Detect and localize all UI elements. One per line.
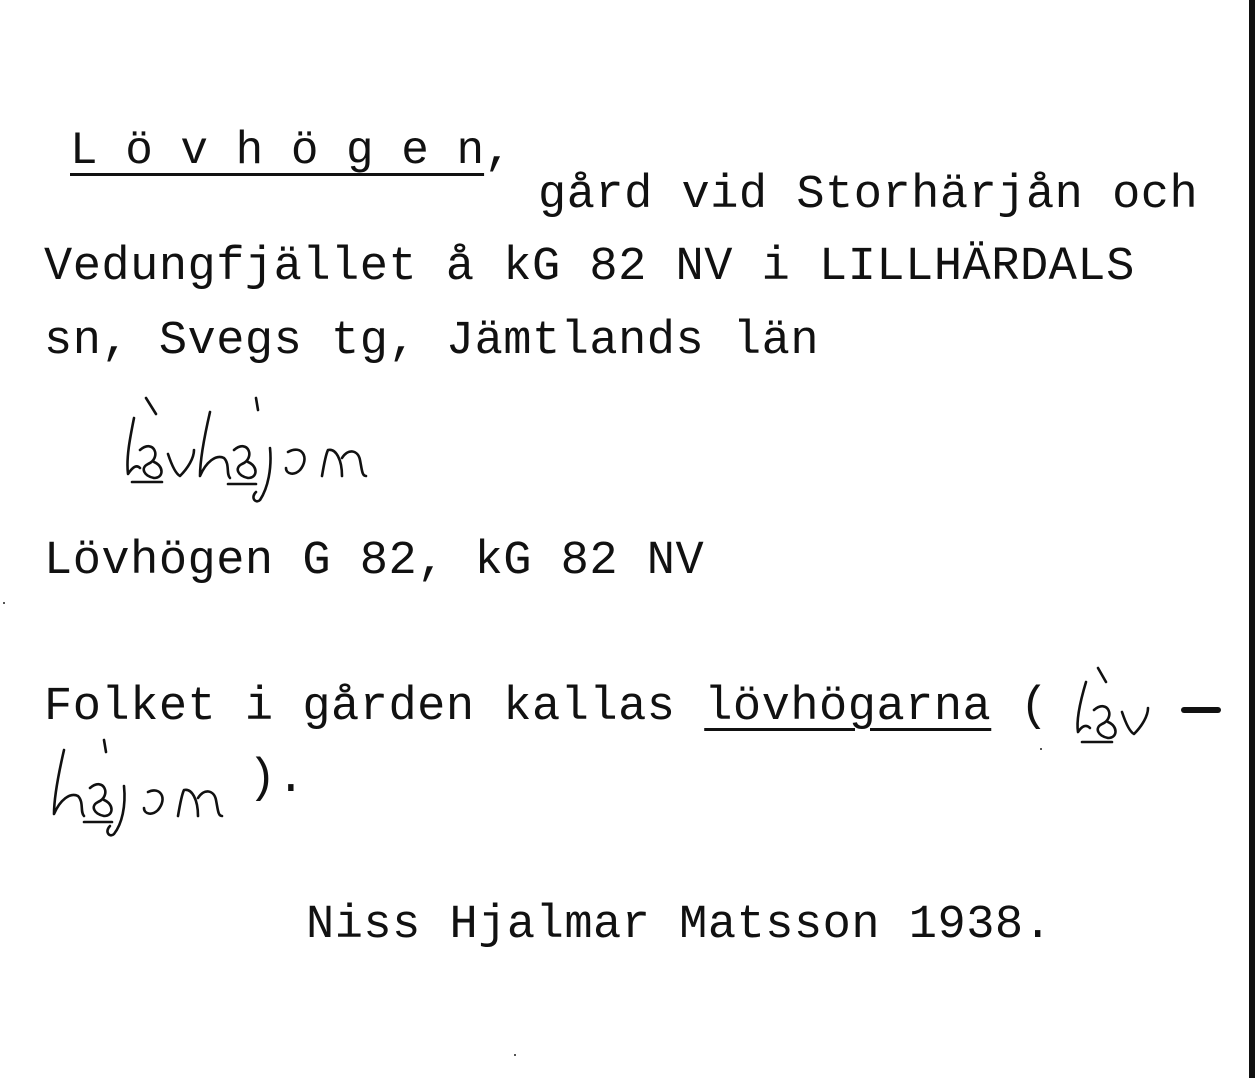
card-right-edge	[1249, 0, 1255, 1078]
paper-speck	[1040, 748, 1042, 750]
headword: L ö v h ö g e n	[70, 125, 485, 177]
headword-comma: ,	[484, 125, 513, 178]
folk-line	[44, 681, 1049, 734]
description-line-2: Vedungfjället å kG 82 NV i LILLHÄRDALS	[44, 241, 1135, 294]
description-line-3: sn, Svegs tg, Jämtlands län	[44, 315, 820, 368]
paper-speck	[3, 602, 5, 604]
folk-term: lövhögarna	[704, 681, 992, 734]
handwritten-pronunciation-2b	[44, 736, 244, 846]
map-reference: Lövhögen G 82, kG 82 NV	[44, 535, 705, 588]
paper-speck	[514, 1054, 516, 1056]
folk-open-paren: (	[991, 681, 1049, 734]
folk-close-paren: ).	[248, 753, 306, 806]
handwritten-pronunciation-1	[110, 388, 410, 508]
description-line-1: gård vid Storhärjån och	[538, 169, 1199, 222]
folk-prefix: Folket i gården kallas	[44, 681, 705, 734]
handwritten-pronunciation-2a	[1062, 662, 1232, 752]
signature: Niss Hjalmar Matsson 1938.	[306, 899, 1053, 952]
headword-line	[70, 125, 513, 178]
